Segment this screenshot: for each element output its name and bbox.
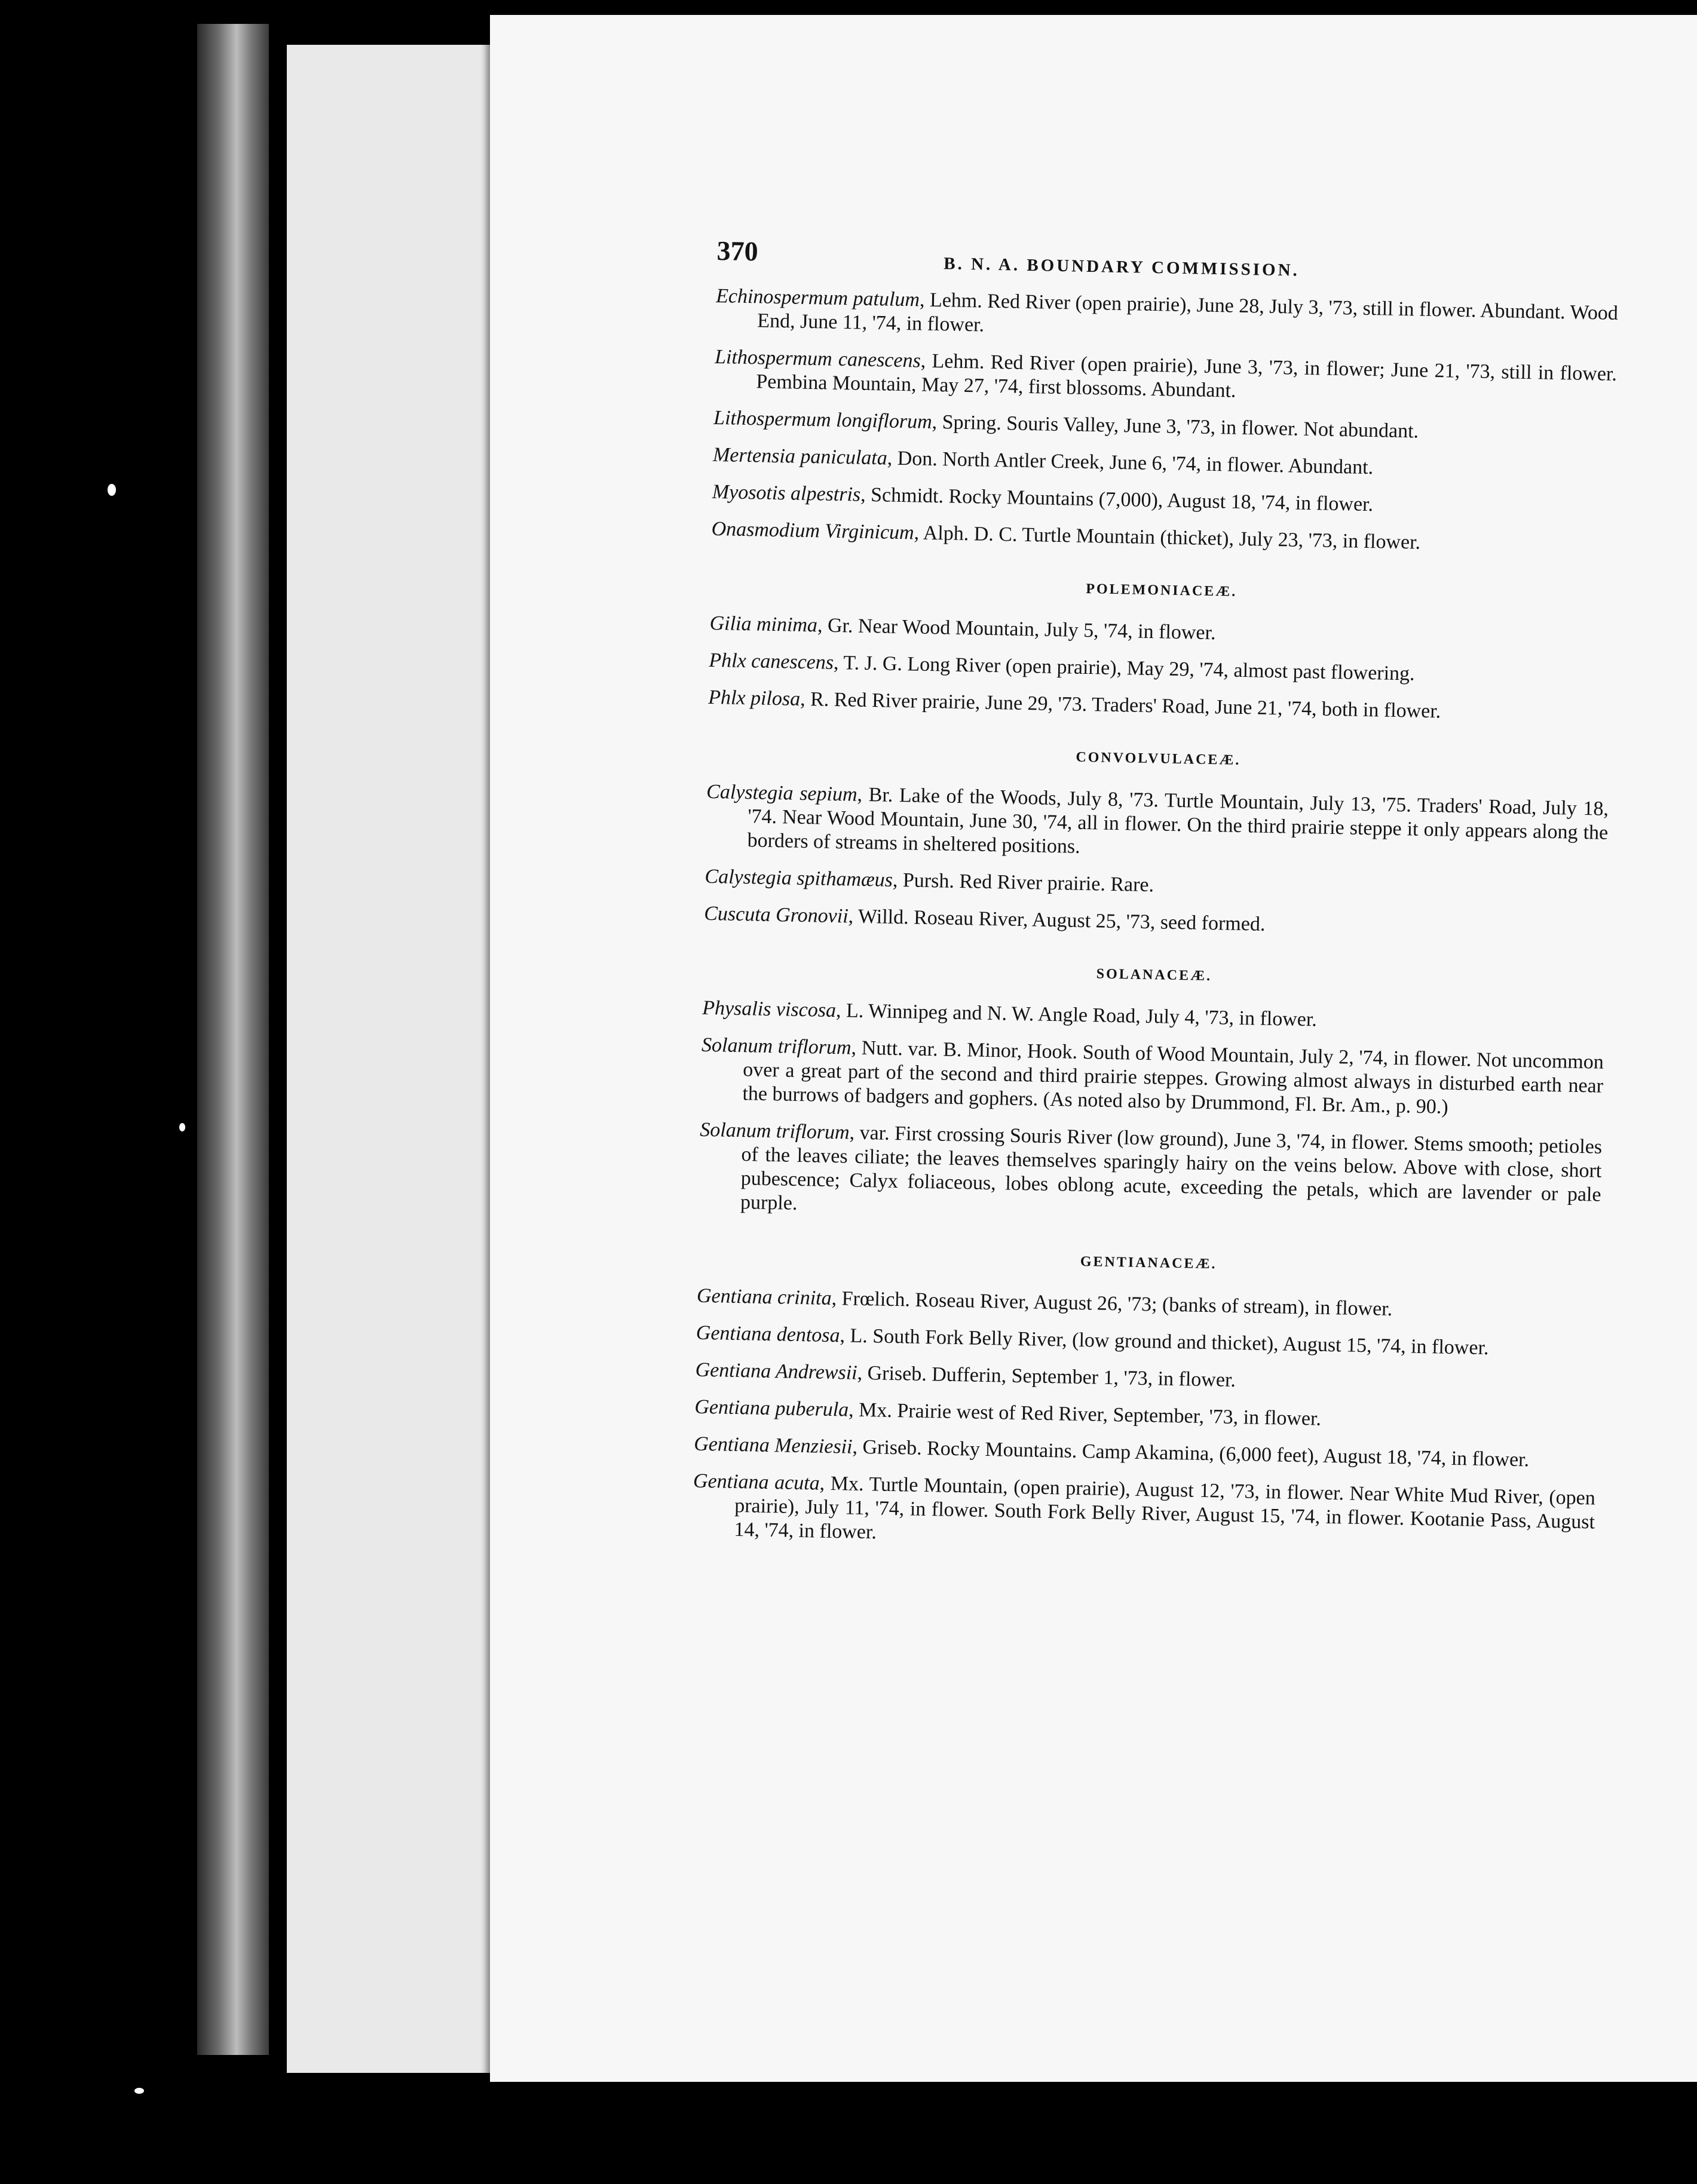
entry-text: , Mx. Turtle Mountain, (open prairie), August 12, '73, in flower. Near White Mud River, (open prairie), July 11, '74, in flower. South Fork Belly River, August 15, '74, in flower. Kootanie Pass, August 14, '74, in flower. [734,1472,1596,1544]
species-name: Gentiana dentosa [696,1321,840,1347]
species-name: Calystegia sepium [706,780,857,806]
entry-text: , var. First crossing Souris River (low ground), June 3, '74, in flower. Stems smooth; petioles of the leaves ciliate; the leaves themselves sparingly hairy on the veins below. Above with close, short pubescence; Calyx foliaceous, lobes oblong acute, exceeding the petals, which are lavender or pale purple. [740,1121,1603,1214]
species-name: Mertensia paniculata [712,443,888,470]
species-name: Lithospermum longiflorum [713,406,933,433]
species-name: Physalis viscosa [702,996,837,1022]
entry-text: , Br. Lake of the Woods, July 8, '73. Turtle Mountain, July 13, '75. Traders' Road, July 18, '74. Near Wood Mountain, June 30, '74, all in flower. On the third prairie steppe it only appears along the borders of streams in sheltered positions. [747,783,1609,858]
species-entry [714,345,1617,410]
entry-text: , Gr. Near Wood Mountain, July 5, '74, in flower. [817,614,1216,645]
species-name: Echinospermum patulum [715,284,920,311]
species-name: Gilia minima [709,612,818,637]
species-entry [711,517,1613,559]
entries-container [692,284,1618,1559]
entry-text: , Griseb. Dufferin, September 1, '73, in flower. [857,1361,1236,1392]
species-name: Solanum triflorum [701,1033,851,1059]
species-name: Onasmodium Virginicum [711,517,915,544]
species-name: Lithospermum canescens [714,345,921,372]
entry-text: , R. Red River prairie, June 29, '73. Traders' Road, June 21, '74, both in flower. [800,688,1441,723]
species-name: Gentiana Menziesii [693,1433,853,1458]
entry-text: , Lehm. Red River (open prairie), June 28, July 3, '73, still in flower. Abundant. Wood End, June 11, '74, in flower. [757,289,1619,336]
entry-text: , Lehm. Red River (open prairie), June 3, '73, in flower; June 21, '73, still in flower. Pembina Mountain, May 27, '74, first blossoms. Abundant. [756,349,1618,402]
scan-speck [179,1123,185,1131]
entry-text: , Frœlich. Roseau River, August 26, '73; (banks of stream), in flower. [831,1287,1393,1321]
entry-text: , Nutt. var. B. Minor, Hook. South of Wood Mountain, July 2, '74, in flower. Not uncommon over a great part of the second and third prairie steppes. Growing almost always in disturbed earth near the burrows of badgers and gophers. (As noted also by Drummond, Fl. Br. Am., p. 90.) [742,1036,1604,1118]
species-entry [715,284,1618,349]
species-entry [697,1284,1599,1326]
species-entry [704,865,1607,906]
entry-text: , Spring. Souris Valley, June 3, '73, in flower. Not abundant. [932,410,1419,443]
species-name: Phlx canescens [709,649,834,674]
species-name: Calystegia spithamæus [704,865,893,891]
species-entry [712,480,1614,522]
entry-text: , Willd. Roseau River, August 25, '73, seed formed. [848,905,1266,935]
species-entry [694,1433,1596,1474]
entry-text: , Mx. Prairie west of Red River, September, '73, in flower. [848,1398,1322,1430]
entry-text: , Pursh. Red River prairie. Rare. [892,869,1154,897]
running-head-title: B. N. A. BOUNDARY COMMISSION. [943,254,1300,280]
species-entry [705,780,1609,869]
page-number: 370 [716,235,759,267]
entry-text: , Griseb. Rocky Mountains. Camp Akamina, (6,000 feet), August 18, '74, in flower. [852,1435,1530,1471]
species-name: Solanum triflorum [700,1118,850,1144]
family-heading: POLEMONIACEÆ. [1086,581,1237,600]
scan-speck [108,484,116,496]
species-entry [699,1118,1603,1231]
species-entry [696,1321,1598,1363]
entry-text: , L. South Fork Belly River, (low ground and thicket), August 15, '74, in flower. [840,1324,1489,1360]
family-heading: CONVOLVULACEÆ. [1076,749,1241,768]
scan-speck [134,2088,144,2094]
species-entry [708,686,1610,727]
entry-text: , Alph. D. C. Turtle Mountain (thicket), July 23, '73, in flower. [914,522,1421,554]
species-name: Phlx pilosa [707,686,801,710]
entry-text: , Schmidt. Rocky Mountains (7,000), August 18, '74, in flower. [860,483,1374,516]
species-entry [704,902,1606,943]
species-name: Cuscuta Gronovii [703,902,849,928]
family-heading: SOLANACEÆ. [1096,966,1212,984]
species-name: Gentiana puberula [694,1395,849,1421]
species-name: Gentiana Andrewsii [695,1358,858,1384]
entry-text: , L. Winnipeg and N. W. Angle Road, July 4, '73, in flower. [835,999,1318,1031]
species-entry [713,406,1616,447]
species-name: Myosotis alpestris [712,480,861,506]
species-entry [709,612,1612,653]
species-entry [702,996,1604,1038]
entry-text: , T. J. G. Long River (open prairie), May 29, '74, almost past flowering. [833,651,1415,685]
family-heading: GENTIANACEÆ. [1080,1253,1217,1272]
species-entry [709,649,1611,690]
species-entry [700,1033,1604,1122]
species-entry [713,443,1615,484]
book-spine [197,24,269,2055]
previous-page-edge [287,45,502,2073]
species-entry [694,1395,1597,1437]
page-text [692,235,1619,1572]
entry-text: , Don. North Antler Creek, June 6, '74, in flower. Abundant. [887,447,1374,479]
species-entry [692,1470,1595,1559]
species-name: Gentiana acuta [693,1470,820,1495]
species-name: Gentiana crinita [696,1284,832,1310]
species-entry [695,1358,1597,1400]
